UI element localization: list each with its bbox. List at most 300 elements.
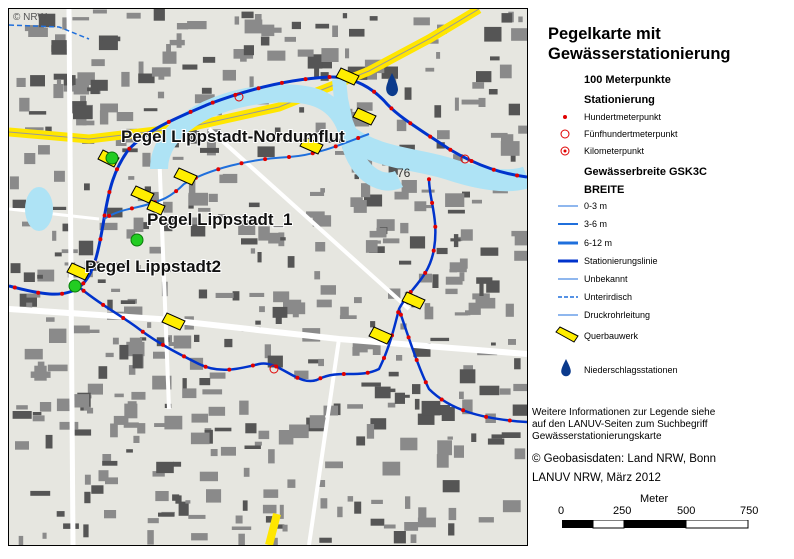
legend-title-line-1: Pegelkarte mit — [548, 25, 661, 43]
building — [503, 500, 521, 512]
building — [100, 104, 118, 113]
legend-item-unknown: Unbekannt — [584, 274, 628, 284]
building — [349, 29, 365, 37]
building — [182, 388, 196, 398]
building — [259, 431, 270, 439]
building — [404, 522, 418, 531]
building — [154, 9, 165, 21]
building — [102, 37, 120, 42]
building — [315, 242, 325, 252]
building — [366, 240, 378, 253]
building — [199, 290, 207, 299]
hundred-meter-point — [389, 106, 393, 110]
building — [481, 248, 499, 256]
building — [28, 28, 48, 37]
building — [395, 393, 405, 404]
building — [173, 157, 184, 160]
hundred-point-icon — [558, 112, 572, 122]
building — [232, 527, 251, 531]
building — [148, 518, 159, 523]
building — [267, 51, 285, 61]
building — [286, 302, 305, 314]
building — [241, 238, 258, 244]
hundred-meter-point — [432, 249, 436, 253]
building — [187, 21, 207, 29]
hundred-meter-point — [121, 316, 125, 320]
building — [30, 491, 50, 496]
building — [370, 16, 378, 21]
building — [354, 297, 362, 303]
map-frame[interactable] — [8, 8, 528, 546]
scalebar — [562, 520, 752, 530]
building — [340, 307, 349, 316]
building — [245, 423, 256, 433]
legend-item-0-3: 0-3 m — [584, 201, 608, 211]
map-canvas[interactable] — [9, 9, 527, 545]
building — [10, 176, 19, 189]
building — [437, 440, 452, 455]
gauge-station-1[interactable] — [131, 234, 143, 246]
building — [255, 321, 260, 325]
building — [479, 284, 483, 297]
hundred-meter-point — [407, 335, 411, 339]
building — [84, 183, 90, 190]
building — [422, 401, 441, 416]
hundred-meter-point — [342, 372, 346, 376]
building — [54, 171, 65, 182]
building — [236, 516, 243, 524]
legend-title — [548, 24, 730, 64]
building — [93, 10, 107, 14]
building — [106, 353, 114, 357]
building — [321, 498, 328, 508]
building — [287, 479, 295, 488]
building — [479, 517, 494, 522]
building — [139, 62, 144, 74]
hundred-meter-point — [428, 135, 432, 139]
building — [73, 326, 90, 334]
building — [421, 205, 433, 208]
building — [202, 88, 212, 94]
building — [343, 13, 347, 18]
legend-info-line-3: Gewässerstationierungskarte — [532, 431, 662, 442]
hundred-meter-point — [251, 364, 255, 368]
legend-heading-width-1: Gewässerbreite GSK3C — [584, 166, 707, 178]
hundred-meter-point — [167, 120, 171, 124]
building — [79, 241, 93, 256]
building — [98, 279, 106, 283]
legend-item-rain: Niederschlagsstationen — [584, 365, 678, 375]
building — [99, 366, 108, 379]
building — [242, 12, 254, 19]
building — [259, 306, 265, 312]
building — [223, 70, 236, 81]
scalebar-tick-500: 500 — [677, 505, 696, 517]
hundred-meter-point — [107, 190, 111, 194]
rain-station-legend-icon — [559, 358, 573, 378]
weir-icon — [554, 326, 580, 344]
building — [448, 523, 454, 535]
building — [340, 315, 357, 319]
hundred-meter-point — [280, 81, 284, 85]
building — [126, 449, 133, 452]
kilometer-point-icon — [558, 146, 572, 156]
hundred-meter-point — [356, 136, 360, 140]
building — [489, 89, 498, 95]
building — [244, 468, 250, 477]
building — [367, 424, 374, 439]
scalebar-segment — [562, 520, 593, 528]
building — [147, 322, 151, 328]
hundred-meter-point — [189, 110, 193, 114]
hundred-meter-point — [440, 398, 444, 402]
hundred-meter-point — [295, 376, 299, 380]
building — [437, 248, 448, 254]
building — [445, 289, 457, 294]
building — [223, 174, 238, 183]
building — [209, 194, 218, 202]
building — [40, 402, 51, 412]
building — [292, 22, 301, 29]
building — [91, 485, 103, 494]
building — [57, 80, 61, 92]
building — [430, 338, 449, 341]
building — [405, 496, 410, 509]
hundred-meter-point — [433, 225, 437, 229]
legend-item-hundred: Hundertmeterpunkt — [584, 112, 662, 122]
hundred-meter-point — [257, 86, 261, 90]
building — [511, 231, 527, 236]
gauge-label-2: Pegel Lippstadt2 — [85, 257, 222, 276]
building — [128, 176, 134, 180]
building — [194, 335, 199, 342]
building — [104, 510, 116, 518]
building — [443, 480, 460, 492]
building — [361, 183, 370, 197]
building — [100, 110, 108, 124]
building — [448, 437, 453, 440]
building — [411, 534, 417, 543]
legend-item-weir: Querbauwerk — [584, 331, 639, 341]
building — [85, 475, 91, 485]
building — [310, 415, 325, 428]
hundred-meter-point — [448, 148, 452, 152]
scalebar-segment — [686, 520, 748, 528]
building — [240, 56, 247, 62]
legend-title-line-2: Gewässerstationierung — [548, 45, 731, 63]
building — [383, 238, 400, 243]
building — [150, 247, 162, 254]
building — [394, 531, 406, 543]
scalebar-tick-750: 750 — [740, 505, 759, 517]
building — [239, 401, 248, 415]
building — [144, 108, 158, 111]
building — [121, 72, 129, 87]
building — [24, 272, 35, 282]
building — [83, 524, 88, 537]
building — [273, 291, 289, 302]
building — [29, 111, 46, 115]
building — [315, 24, 329, 29]
building — [389, 372, 399, 377]
building — [445, 193, 464, 207]
building — [60, 422, 79, 430]
building — [38, 145, 50, 154]
building — [133, 436, 139, 443]
building — [399, 261, 411, 265]
building — [321, 285, 336, 295]
building — [268, 233, 280, 244]
building — [192, 414, 209, 423]
building — [418, 518, 436, 528]
hundred-meter-point — [423, 271, 427, 275]
building — [490, 56, 500, 60]
building — [513, 405, 527, 416]
building — [492, 434, 503, 438]
building — [461, 229, 473, 240]
building — [49, 329, 66, 343]
building — [354, 502, 361, 514]
legend-item-stationing: Stationierungslinie — [584, 256, 658, 266]
building — [105, 477, 118, 484]
hundred-meter-point — [424, 380, 428, 384]
building — [500, 65, 512, 79]
building — [402, 180, 417, 193]
gauge-station-nordumflut[interactable] — [106, 152, 118, 164]
building — [356, 436, 365, 445]
legend-item-pressure-pipe: Druckrohrleitung — [584, 310, 651, 320]
hundred-meter-point — [318, 376, 322, 380]
building — [238, 534, 245, 545]
building — [298, 50, 314, 57]
building — [24, 153, 35, 164]
building — [432, 274, 438, 288]
building — [73, 429, 91, 435]
building — [258, 146, 275, 157]
building — [449, 508, 457, 520]
building — [318, 359, 324, 366]
hundred-meter-point — [101, 303, 105, 307]
building — [511, 28, 527, 41]
building — [119, 345, 128, 360]
building — [513, 384, 527, 391]
building — [361, 383, 381, 387]
building — [34, 366, 46, 381]
hundred-meter-point — [211, 101, 215, 105]
building — [72, 17, 89, 20]
building — [268, 449, 275, 463]
building — [37, 275, 43, 279]
scalebar-segment — [593, 520, 624, 528]
building — [255, 442, 262, 446]
building — [448, 210, 465, 214]
building — [53, 207, 66, 210]
building — [17, 78, 26, 87]
building — [87, 87, 97, 91]
hundred-meter-point — [366, 371, 370, 375]
hundred-meter-point — [161, 343, 165, 347]
legend-heading-points-1: 100 Meterpunkte — [584, 74, 671, 86]
legend-item-6-12: 6-12 m — [584, 238, 613, 248]
building — [25, 349, 43, 360]
hundred-meter-point — [415, 358, 419, 362]
line-6-12-icon — [558, 238, 578, 248]
building — [182, 65, 197, 70]
building — [449, 269, 457, 272]
building — [206, 489, 221, 502]
building — [484, 27, 501, 42]
building — [273, 307, 288, 318]
building — [84, 492, 90, 503]
gauge-station-2[interactable] — [69, 280, 81, 292]
building — [173, 462, 181, 467]
building — [127, 13, 141, 19]
building — [405, 87, 412, 99]
building — [251, 248, 255, 253]
building — [245, 446, 261, 450]
building — [111, 289, 120, 292]
hundred-meter-point — [204, 365, 208, 369]
hundred-meter-point — [508, 419, 512, 423]
building — [46, 435, 53, 449]
building — [156, 462, 174, 473]
hundred-meter-point — [427, 177, 431, 181]
building — [515, 235, 527, 245]
building — [332, 26, 338, 38]
scalebar-tick-0: 0 — [558, 505, 565, 517]
gauge-label-nordumflut: Pegel Lippstadt-Nordumflut — [121, 127, 345, 146]
building — [235, 16, 240, 24]
building — [371, 500, 383, 504]
building — [152, 67, 171, 76]
hundred-meter-point — [103, 214, 107, 218]
building — [283, 525, 288, 532]
building — [155, 491, 168, 501]
hundred-meter-point — [130, 206, 134, 210]
credit-geobasis: © Geobasisdaten: Land NRW, Bonn — [532, 453, 717, 465]
building — [91, 59, 104, 66]
building — [188, 515, 205, 519]
building — [279, 430, 294, 445]
building — [244, 45, 254, 55]
building — [337, 507, 342, 518]
building — [15, 441, 29, 450]
building — [233, 291, 240, 300]
building — [348, 496, 354, 502]
building — [472, 82, 484, 89]
building — [314, 271, 320, 279]
building — [325, 462, 343, 469]
building — [48, 365, 68, 372]
building — [16, 405, 28, 409]
credit-lanuv: LANUV NRW, März 2012 — [532, 472, 661, 484]
hundred-meter-point — [174, 189, 178, 193]
hundred-meter-point — [287, 155, 291, 159]
building — [11, 263, 21, 273]
building — [321, 48, 338, 62]
building — [19, 536, 24, 545]
building — [450, 238, 460, 241]
legend-panel — [528, 8, 788, 548]
building — [425, 68, 434, 72]
building — [30, 75, 45, 86]
building — [216, 293, 234, 298]
building — [142, 153, 150, 167]
building — [73, 106, 92, 120]
building — [469, 303, 481, 315]
copyright-label: © NRW — [13, 12, 47, 23]
building — [221, 447, 236, 456]
hundred-meter-point — [13, 286, 17, 290]
building — [502, 13, 513, 23]
building — [518, 126, 527, 134]
building — [400, 223, 408, 233]
building — [345, 48, 349, 58]
building — [502, 432, 521, 438]
building — [202, 389, 222, 394]
building — [57, 399, 72, 412]
hundred-meter-point — [82, 289, 86, 293]
building — [46, 317, 55, 322]
hundred-meter-point — [141, 330, 145, 334]
building — [158, 92, 164, 99]
building — [462, 100, 480, 105]
building — [74, 85, 90, 95]
building — [13, 200, 26, 208]
hundred-meter-point — [304, 77, 308, 81]
hundred-meter-point — [372, 90, 376, 94]
hundred-meter-point — [492, 168, 496, 172]
legend-item-five-hundred: Fünfhundertmeterpunkt — [584, 129, 678, 139]
building — [191, 433, 210, 445]
legend-item-kilometer: Kilometerpunkt — [584, 146, 645, 156]
building — [459, 392, 464, 399]
building — [199, 378, 210, 385]
scalebar-segment — [624, 520, 686, 528]
legend-info-line-1: Weitere Informationen zur Legende siehe — [532, 407, 716, 418]
building — [347, 404, 363, 409]
building — [476, 277, 492, 284]
building — [249, 203, 260, 208]
hundred-meter-point — [240, 161, 244, 165]
building — [200, 472, 218, 482]
building — [84, 407, 91, 411]
building — [317, 300, 332, 308]
building — [434, 105, 441, 117]
building — [261, 25, 274, 36]
stationing-line-icon — [558, 256, 578, 266]
hundred-meter-point — [98, 237, 102, 241]
building — [13, 411, 32, 419]
building — [209, 407, 226, 416]
building — [414, 17, 430, 25]
hundred-meter-point — [399, 313, 403, 317]
building — [188, 193, 208, 206]
building — [263, 505, 277, 514]
pressure-pipe-line-icon — [558, 310, 578, 320]
building — [518, 17, 522, 23]
building — [210, 373, 226, 379]
building — [506, 304, 514, 317]
building — [437, 454, 449, 468]
hundred-meter-point — [328, 75, 332, 79]
building — [455, 312, 468, 315]
building — [397, 120, 407, 131]
building — [33, 415, 45, 421]
hundred-meter-point — [127, 147, 131, 151]
legend-info-line-2: auf den LANUV-Seiten zum Suchbegriff — [532, 419, 708, 430]
building — [57, 511, 65, 517]
